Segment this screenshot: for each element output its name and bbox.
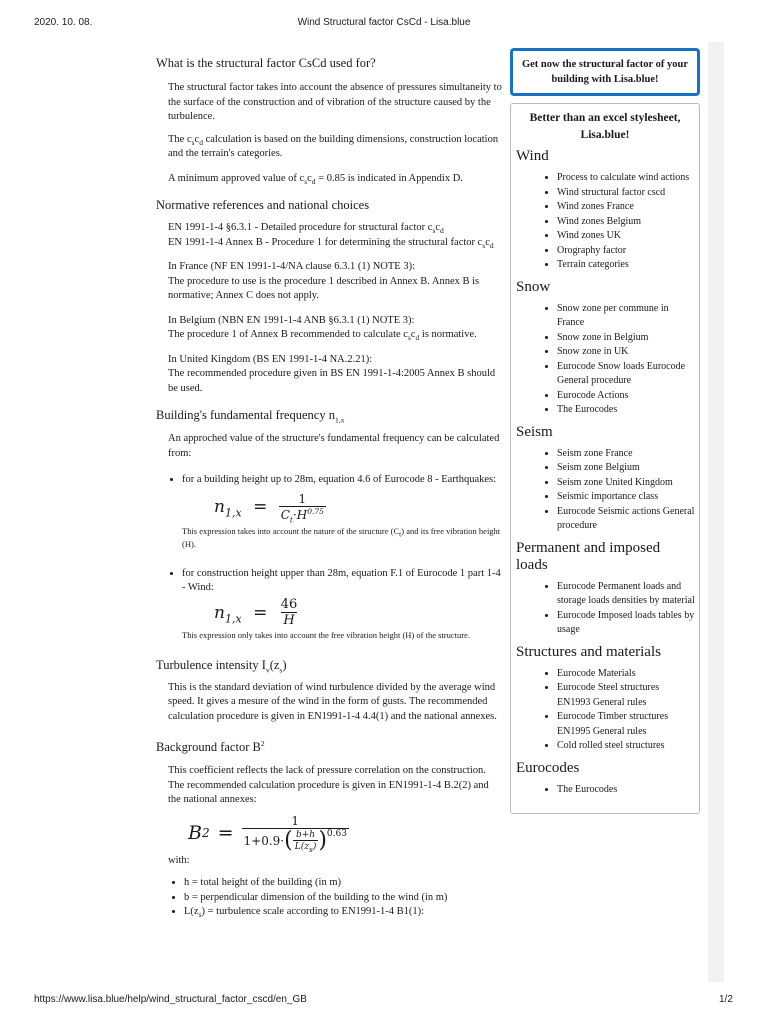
sidebar-link[interactable]: • Eurocode Seismic actions General procedure — [557, 505, 695, 534]
sidebar-link[interactable]: • The Eurocodes — [557, 783, 695, 798]
section-title-turbulence-intensity: Turbulence intensity $I_v(z_s)$ — [156, 657, 287, 674]
sidebar-link[interactable]: • Wind zones UK — [557, 229, 695, 244]
list-item: • for construction height upper than 28m, equation F.1 of Eurocode 1 part 1-4 - Wind: $n_{1,x}$ = $\frac{46}{H}$ This expression only takes into account the free vibration height (H) of the structure. — [182, 567, 504, 642]
sidebar-link[interactable]: • Snow zone in UK — [557, 345, 695, 360]
sidebar-section-title: Wind — [516, 148, 549, 164]
formula-n1x-eq46: $n_{1,x}$ = $\frac{1}{C_t\cdot H^{0.75}}$ — [214, 491, 324, 525]
paragraph: In United Kingdom (BS EN 1991-1-4 NA.2.21): The recommended procedure given in BS EN 1991-1-4:2005 Annex B should be used. — [168, 353, 496, 394]
article — [156, 56, 504, 920]
section-title-background-factor: Background factor $B^2$ — [156, 738, 265, 754]
list-item: • h = total height of the building (in m) — [184, 876, 504, 891]
sidebar-section-title: Seism — [516, 423, 553, 440]
formula-note: This expression only takes into account the free vibration height (H) of the structure. — [182, 629, 470, 640]
sidebar-link[interactable]: • Snow zone in Belgium — [557, 331, 695, 346]
with-label: with: — [168, 854, 190, 866]
list-item: • for a building height up to 28m, equation 4.6 of Eurocode 8 - Earthquakes: $n_{1,x}$ = $\frac{1}{C_t\cdot H^{0.75}}$ This expression takes into account the nature of the structure $(C_t)$ and its free vibration height (H). — [182, 473, 504, 551]
paragraph: This coefficient reflects the lack of pressure correlation on the construction. The recommended calculation procedure is given in EN1991-1-4 B.2(2) and the national annexes: — [168, 765, 489, 805]
paragraph: An approched value of the structure's fundamental frequency can be calculated from: — [168, 433, 500, 459]
sidebar — [510, 48, 700, 814]
sidebar-section-title: Permanent and imposed loads — [516, 539, 661, 573]
sidebar-link[interactable]: • Seism zone Belgium — [557, 461, 695, 476]
sidebar-section-list — [515, 667, 695, 754]
paragraph: The structural factor takes into account the absence of pressures simultaneity to the surface of the construction and of vibration of the structure caused by the turbulence. — [168, 82, 502, 122]
scrollbar[interactable] — [708, 42, 724, 982]
sidebar-link[interactable]: • Terrain categories — [557, 258, 695, 273]
sidebar-link[interactable]: • Seism zone United Kingdom — [557, 476, 695, 491]
sidebar-section-list — [515, 302, 695, 418]
sidebar-section-list — [515, 580, 695, 638]
variables-list — [156, 876, 504, 920]
list-item: • $L(z_s)$ = turbulence scale according to EN1991-1-4 B1(1): — [184, 905, 504, 920]
paragraph: In Belgium (NBN EN 1991-1-4 ANB §6.3.1 (1) NOTE 3): The procedure 1 of Annex B recommended to calculate $c_sc_d$ is normative. — [168, 314, 477, 343]
print-page-number: 1/2 — [719, 994, 733, 1005]
formula-n1x-eqF1: $n_{1,x}$ = $\frac{46}{H}$ — [214, 596, 298, 628]
sidebar-link[interactable]: • Process to calculate wind actions — [557, 171, 695, 186]
print-url: https://www.lisa.blue/help/wind_structural_factor_cscd/en_GB — [34, 994, 307, 1005]
paragraph: In France (NF EN 1991-1-4/NA clause 6.3.1 (1) NOTE 3): The procedure to use is the procedure 1 described in Annex B. Annex B is normative; Annex C does not apply. — [168, 261, 480, 301]
print-title: Wind Structural factor CsCd - Lisa.blue — [297, 17, 471, 28]
sidebar-section-title: Eurocodes — [516, 759, 580, 776]
sidebar-link[interactable]: • Cold rolled steel structures — [557, 739, 695, 754]
formula-background-factor: B 2 = 1 1+0.9· ( $\frac{b+h}{L(z_s)}$ ) $^{0.63}$ — [188, 813, 347, 854]
sidebar-link[interactable]: • Eurocode Actions — [557, 389, 695, 404]
list-item: • b = perpendicular dimension of the building to the wind (in m) — [184, 891, 504, 906]
sidebar-link[interactable]: • Wind zones Belgium — [557, 215, 695, 230]
sidebar-section-title: Structures and materials — [516, 643, 661, 660]
sidebar-link[interactable]: • Eurocode Materials — [557, 667, 695, 682]
formula-note: This expression takes into account the nature of the structure $(C_t)$ and its free vibration height (H). — [182, 525, 501, 549]
sidebar-section-title: Snow — [516, 278, 551, 295]
print-date: 2020. 10. 08. — [34, 17, 93, 28]
sidebar-box — [510, 103, 700, 814]
paragraph: A minimum approved value of $c_sc_d = 0.85$ is indicated in Appendix D. — [168, 172, 463, 186]
cta-button[interactable]: Get now the structural factor of your building with Lisa.blue! — [510, 48, 700, 96]
sidebar-link[interactable]: • Seism zone France — [557, 447, 695, 462]
sidebar-link[interactable]: • Snow zone per commune in France — [557, 302, 695, 331]
sidebar-section-list — [515, 447, 695, 534]
paragraph: The $c_sc_d$ calculation is based on the building dimensions, construction location and the terrain's categories. — [168, 133, 499, 159]
sidebar-link[interactable]: • Eurocode Imposed loads tables by usage — [557, 609, 695, 638]
sidebar-link[interactable]: • Seismic importance class — [557, 490, 695, 505]
sidebar-link[interactable]: • Eurocode Snow loads Eurocode General procedure — [557, 360, 695, 389]
sidebar-link[interactable]: • The Eurocodes — [557, 403, 695, 418]
section-title-normative-references: Normative references and national choices — [156, 198, 370, 212]
sidebar-link[interactable]: • Eurocode Timber structures EN1995 General rules — [557, 710, 695, 739]
sidebar-section-list — [515, 171, 695, 273]
section-title-fundamental-frequency: Building's fundamental frequency $n_{1,x}$ — [156, 408, 345, 425]
sidebar-box-title: Better than an excel stylesheet, Lisa.blue! — [529, 112, 681, 141]
section-title-structural-factor: What is the structural factor CsCd used for? — [156, 56, 376, 70]
sidebar-link[interactable]: • Eurocode Steel structures EN1993 General rules — [557, 681, 695, 710]
sidebar-link[interactable]: • Wind structural factor cscd — [557, 186, 695, 201]
paragraph: This is the standard deviation of wind turbulence divided by the average wind speed. It gives a mesure of the wind in the form of gusts. The recommended calculation procedure is given in EN1991-1-4 4.4(1) and the national annexes. — [168, 681, 497, 722]
frequency-list — [156, 473, 504, 642]
paragraph: EN 1991-1-4 §6.3.1 - Detailed procedure for structural factor $c_sc_d$ EN 1991-1-4 Annex B - Procedure 1 for determining the structural factor $c_sc_d$ — [168, 222, 494, 250]
sidebar-section-list — [515, 783, 695, 798]
sidebar-link[interactable]: • Wind zones France — [557, 200, 695, 215]
sidebar-link[interactable]: • Orography factor — [557, 244, 695, 259]
sidebar-link[interactable]: • Eurocode Permanent loads and storage loads densities by material — [557, 580, 695, 609]
